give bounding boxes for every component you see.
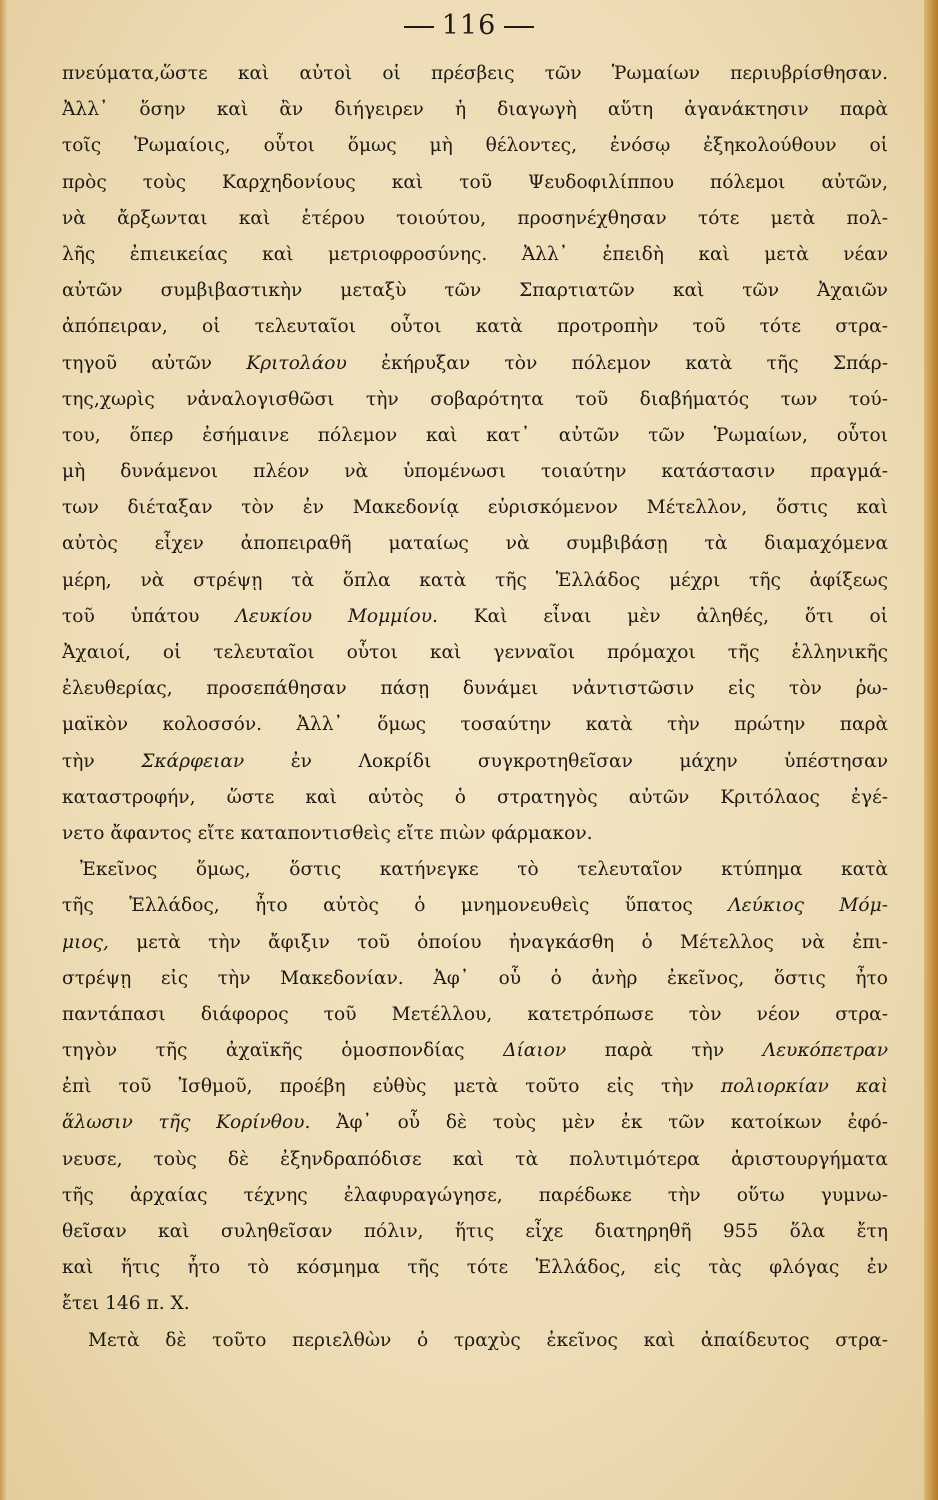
line-text: καὶ ἥτις ἦτο τὸ κόσμημα τῆς τότε Ἑλλάδος, εἰς τὰς φλόγας ἐν [62,1257,888,1279]
line-text: πρὸς τοὺς Καρχηδονίους καὶ τοῦ Ψευδοφιλίππου πόλεμοι αὐτῶν, [62,171,888,193]
line-text: στρέψῃ εἰς τὴν Μακεδονίαν. Ἀφ᾽ οὗ ὁ ἀνὴρ ἐκεῖνος, ὅστις ἦτο [62,967,888,989]
line-text: ἐν Λοκρίδι συγκροτηθεῖσαν μάχην ὑπέστησαν [244,750,888,772]
text-line [62,418,888,454]
text-line [62,997,888,1033]
text-line [62,1142,888,1178]
text-line [62,635,888,671]
page-left-edge [0,0,8,1500]
text-line [62,237,888,273]
header-dash-right [504,26,534,28]
line-text: καταστροφήν, ὥστε καὶ αὐτὸς ὁ στρατηγὸς αὐτῶν Κριτόλαος ἐγέ- [62,786,888,808]
text-line [62,1250,888,1286]
text-line [62,165,888,201]
text-line [62,128,888,164]
text-line [62,780,888,816]
page-header [0,10,938,41]
header-dash-left [404,26,434,28]
line-text: των διέταξαν τὸν ἐν Μακεδονίᾳ εὑρισκόμενον Μέτελλον, ὅστις καὶ [62,497,888,519]
line-text: τοῖς Ῥωμαίοις, οὗτοι ὅμως μὴ θέλοντες, ἐνόσῳ ἐξηκολούθουν οἱ [62,135,888,157]
text-line [62,925,888,961]
text-line [62,454,888,490]
line-text: μαϊκὸν κολοσσόν. Ἀλλ᾽ ὅμως τοσαύτην κατὰ τὴν πρώτην παρὰ [62,714,888,736]
text-line [62,671,888,707]
text-line [62,816,888,852]
line-text: Ἀφ᾽ οὗ δὲ τοὺς μὲν ἐκ τῶν κατοίκων ἐφό- [310,1112,888,1134]
text-line [62,526,888,562]
text-line [62,92,888,128]
line-text: ἐκήρυξαν τὸν πόλεμον κατὰ τῆς Σπάρ- [346,352,888,374]
line-text: Καὶ εἶναι μὲν ἀληθές, ὅτι οἱ [437,605,888,627]
text-line [62,56,888,92]
line-text: τῆς Ἑλλάδος, ἦτο αὐτὸς ὁ μνημονευθεὶς ὕπατος [62,895,729,917]
line-text: νετο ἄφαντος εἴτε καταποντισθεὶς εἴτε πιὼν φάρμακον. [62,822,593,844]
line-text: τηγὸν τῆς ἀχαϊκῆς ὁμοσπονδίας [62,1040,504,1062]
text-line [62,961,888,997]
italic-text: ἅλωσιν τῆς Κορίνθου. [62,1112,311,1134]
italic-text: Σκάρφειαν [141,750,245,772]
text-line [62,707,888,743]
text-line [62,490,888,526]
text-line [62,563,888,599]
text-line [62,346,888,382]
line-text: μέρη, νὰ στρέψῃ τὰ ὅπλα κατὰ τῆς Ἑλλάδος μέχρι τῆς ἀφίξεως [62,569,888,591]
text-line [62,1286,888,1322]
page-number: 116 [441,10,497,41]
text-line [62,1178,888,1214]
line-text: Ἀχαιοί, οἱ τελευταῖοι οὗτοι καὶ γενναῖοι πρόμαχοι τῆς ἑλληνικῆς [62,642,888,663]
line-text: παντάπασι διάφορος τοῦ Μετέλλου, κατετρόπωσε τὸν νέον στρα- [62,1003,888,1025]
text-line [62,599,888,635]
line-text: του, ὅπερ ἐσήμαινε πόλεμον καὶ κατ᾽ αὐτῶν τῶν Ῥωμαίων, οὗτοι [62,424,888,446]
text-line [62,852,888,888]
line-text: αὐτῶν συμβιβαστικὴν μεταξὺ τῶν Σπαρτιατῶν καὶ τῶν Ἀχαιῶν [62,280,888,302]
line-text: της,χωρὶς νἀναλογισθῶσι τὴν σοβαρότητα τοῦ διαβήματός των τού- [62,388,888,410]
italic-text: μιος, [62,931,109,953]
text-line [62,1033,888,1069]
line-text: νὰ ἄρξωνται καὶ ἑτέρου τοιούτου, προσηνέχθησαν τότε μετὰ πολ- [62,207,888,229]
line-text: παρὰ τὴν [566,1040,763,1062]
italic-text: Δίαιον [503,1040,567,1062]
line-text: Ἐκεῖνος ὅμως, ὅστις κατήνεγκε τὸ τελευταῖον κτύπημα κατὰ [80,859,888,881]
line-text: μὴ δυνάμενοι πλέον νὰ ὑπομένωσι τοιαύτην κατάστασιν πραγμά- [62,461,888,483]
italic-text: Λευκίου Μομμίου. [235,605,438,627]
line-text: πνεύματα,ὥστε καὶ αὐτοὶ οἱ πρέσβεις τῶν Ῥωμαίων περιυβρίσθησαν. [62,63,888,84]
line-text: τὴν [62,750,142,772]
line-text: τηγοῦ αὐτῶν [62,352,247,374]
line-text: ἔτει 146 π. Χ. [62,1293,190,1315]
italic-text: Λευκόπετραν [762,1040,888,1062]
text-line [62,273,888,309]
text-line [62,1214,888,1250]
line-text: αὐτὸς εἶχεν ἀποπειραθῆ ματαίως νὰ συμβιβάσῃ τὰ διαμαχόμενα [62,533,888,555]
line-text: λῆς ἐπιεικείας καὶ μετριοφροσύνης. Ἀλλ᾽ ἐπειδὴ καὶ μετὰ νέαν [62,243,888,265]
line-text: τοῦ ὑπάτου [62,605,236,627]
line-text: τῆς ἀρχαίας τέχνης ἐλαφυραγώγησε, παρέδωκε τὴν οὕτω γυμνω- [62,1184,888,1206]
text-line [62,888,888,924]
line-text: μετὰ τὴν ἄφιξιν τοῦ ὁποίου ἠναγκάσθη ὁ Μέτελλος νὰ ἐπι- [108,931,888,953]
italic-text: Κριτολάου [246,352,347,374]
italic-text: Λεύκιος Μόμ- [728,895,888,917]
line-text: Ἀλλ᾽ ὅσην καὶ ἂν διήγειρεν ἡ διαγωγὴ αὕτη ἀγανάκτησιν παρὰ [62,99,888,121]
line-text: θεῖσαν καὶ συληθεῖσαν πόλιν, ἥτις εἶχε διατηρηθῆ 955 ὅλα ἔτη [62,1221,888,1242]
line-text: ἐλευθερίας, προσεπάθησαν πάσῃ δυνάμει νἀντιστῶσιν εἰς τὸν ῥω- [62,678,888,700]
italic-text: πολιορκίαν καὶ [720,1076,888,1098]
line-text: ἐπὶ τοῦ Ἰσθμοῦ, προέβη εὐθὺς μετὰ τοῦτο εἰς τὴν [62,1076,721,1098]
text-line [62,201,888,237]
text-line [62,382,888,418]
text-line [62,309,888,345]
text-line [62,1323,888,1359]
line-text: ἀπόπειραν, οἱ τελευταῖοι οὗτοι κατὰ προτροπὴν τοῦ τότε στρα- [62,316,888,338]
body-text [62,56,888,1359]
page-right-edge [924,0,938,1500]
text-line [62,744,888,780]
line-text: Μετὰ δὲ τοῦτο περιελθὼν ὁ τραχὺς ἐκεῖνος καὶ ἀπαίδευτος στρα- [88,1329,888,1351]
text-line [62,1105,888,1141]
line-text: νευσε, τοὺς δὲ ἐξηνδραπόδισε καὶ τὰ πολυτιμότερα ἀριστουργήματα [62,1148,888,1170]
text-line [62,1069,888,1105]
